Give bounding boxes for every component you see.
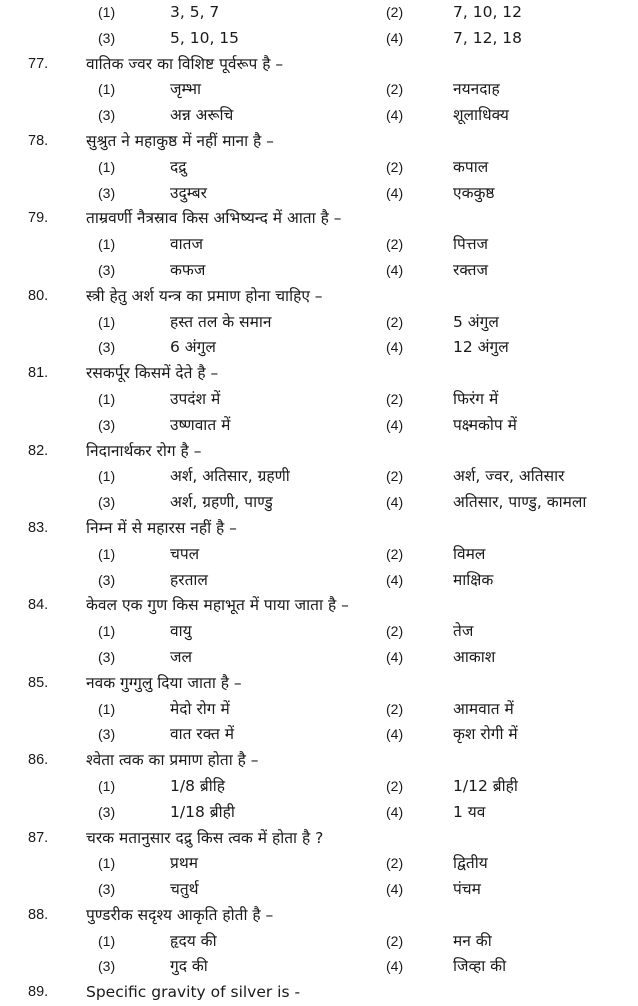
option-text: 3, 5, 7 <box>170 3 220 21</box>
option-text: शूलाधिक्य <box>453 106 509 125</box>
option-number: (4) <box>386 958 404 975</box>
question-line <box>0 284 638 310</box>
option-number: (1) <box>98 236 116 253</box>
option-number: (2) <box>386 4 404 20</box>
options-line <box>0 929 638 955</box>
option-text: हरताल <box>170 570 208 589</box>
option-number: (4) <box>386 726 404 743</box>
option-text: जिव्हा की <box>453 957 507 976</box>
options-line <box>0 413 638 439</box>
option-text: प्रथम <box>170 854 198 873</box>
question-text: ताम्रवर्णी नैत्रस्राव किस अभिष्यन्द में आता है – <box>86 209 342 228</box>
question-text: श्वेता त्वक का प्रमाण होता है – <box>86 751 259 770</box>
option-number: (2) <box>386 236 404 253</box>
option-number: (3) <box>98 184 116 201</box>
option-text: 1/8 ब्रीहि <box>170 776 225 795</box>
options-line <box>0 877 638 903</box>
option-number: (1) <box>98 468 116 485</box>
question-line <box>0 671 638 697</box>
options-line <box>0 258 638 284</box>
option-text: 1/12 ब्रीही <box>453 776 518 795</box>
question-line <box>0 826 638 852</box>
option-text: जल <box>170 647 193 666</box>
option-number: (1) <box>98 545 116 562</box>
option-text: रक्तज <box>453 260 488 279</box>
option-number: (1) <box>98 932 116 949</box>
option-text: कपाल <box>453 157 489 176</box>
options-line <box>0 542 638 568</box>
option-text: अर्श, ज्वर, अतिसार <box>453 467 565 486</box>
question-text: नवक गुग्गुलु दिया जाता है – <box>86 673 242 692</box>
option-text: 5 अंगुल <box>453 312 499 331</box>
option-text: तेज <box>453 622 474 641</box>
option-text: चतुर्थ <box>170 880 199 899</box>
option-text: नयनदाह <box>453 80 500 99</box>
question-text: वातिक ज्वर का विशिष्ट पूर्वरूप है – <box>86 54 284 73</box>
option-number: (2) <box>386 545 404 562</box>
option-number: (3) <box>98 726 116 743</box>
option-number: (1) <box>98 390 116 407</box>
option-number: (1) <box>98 623 116 640</box>
options-line <box>0 954 638 980</box>
option-text: अर्श, ग्रहणी, पाण्डु <box>170 493 273 512</box>
option-text: आकाश <box>453 647 496 666</box>
question-line <box>0 593 638 619</box>
option-text: 6 अंगुल <box>170 338 216 357</box>
option-number: (2) <box>386 700 404 717</box>
option-number: (2) <box>386 777 404 794</box>
option-number: (3) <box>98 339 116 356</box>
option-text: माक्षिक <box>453 570 494 589</box>
options-line <box>0 103 638 129</box>
option-number: (1) <box>98 700 116 717</box>
options-line <box>0 645 638 671</box>
question-line <box>0 129 638 155</box>
options-line <box>0 774 638 800</box>
option-text: गुद की <box>170 957 208 976</box>
question-number: 87. <box>28 829 49 846</box>
option-number: (1) <box>98 313 116 330</box>
question-line <box>0 903 638 929</box>
options-line <box>0 722 638 748</box>
options-line <box>0 568 638 594</box>
options-line <box>0 26 638 52</box>
option-number: (2) <box>386 158 404 175</box>
options-line <box>0 697 638 723</box>
option-text: 1 यव <box>453 802 486 821</box>
option-number: (2) <box>386 313 404 330</box>
option-text: कफज <box>170 260 206 279</box>
option-number: (2) <box>386 468 404 485</box>
option-text: द्वितीय <box>453 854 488 873</box>
option-text: मेदो रोग में <box>170 699 230 718</box>
option-number: (3) <box>98 261 116 278</box>
options-line <box>0 387 638 413</box>
option-number: (3) <box>98 494 116 511</box>
option-text: उपदंश में <box>170 389 221 408</box>
question-text: रसकर्पूर किसमें देते है – <box>86 364 219 383</box>
options-line <box>0 310 638 336</box>
question-line <box>0 980 638 1006</box>
option-number: (3) <box>98 571 116 588</box>
question-text: निम्न में से महारस नहीं है – <box>86 518 237 537</box>
option-number: (4) <box>386 416 404 433</box>
option-number: (1) <box>98 158 116 175</box>
option-number: (2) <box>386 932 404 949</box>
option-text: 5, 10, 15 <box>170 28 240 47</box>
question-number: 83. <box>28 519 49 536</box>
option-number: (2) <box>386 390 404 407</box>
question-number: 77. <box>28 55 49 72</box>
option-text: पंचम <box>453 880 481 899</box>
option-number: (3) <box>98 881 116 898</box>
question-number: 79. <box>28 210 49 227</box>
option-number: (1) <box>98 81 116 98</box>
option-text: एककुष्ठ <box>453 183 495 202</box>
option-text: उष्णवात में <box>170 415 231 434</box>
option-text: वातज <box>170 235 203 254</box>
option-number: (3) <box>98 416 116 433</box>
question-number: 78. <box>28 132 49 149</box>
question-text: स्त्री हेतु अर्श यन्त्र का प्रमाण होना चाहिए – <box>86 286 323 305</box>
question-line <box>0 206 638 232</box>
option-number: (3) <box>98 803 116 820</box>
options-line <box>0 490 638 516</box>
question-number: 81. <box>28 365 49 382</box>
options-line <box>0 0 638 26</box>
option-number: (2) <box>386 855 404 872</box>
options-line <box>0 335 638 361</box>
question-number: 84. <box>28 597 49 614</box>
option-text: वायु <box>170 622 192 641</box>
option-number: (3) <box>98 648 116 665</box>
option-number: (4) <box>386 29 404 46</box>
option-text: मन की <box>453 931 492 950</box>
option-text: अतिसार, पाण्डु, कामला <box>453 493 587 512</box>
option-number: (3) <box>98 29 116 46</box>
option-number: (2) <box>386 81 404 98</box>
option-number: (4) <box>386 107 404 124</box>
options-line <box>0 464 638 490</box>
option-text: उदुम्बर <box>170 183 207 202</box>
option-text: पित्तज <box>453 235 489 254</box>
option-text: हस्त तल के समान <box>170 312 272 331</box>
option-text: वात रक्त में <box>170 725 235 744</box>
option-text: विमल <box>453 544 486 563</box>
option-text: पक्ष्मकोप में <box>453 415 517 434</box>
options-line <box>0 851 638 877</box>
option-number: (4) <box>386 881 404 898</box>
option-text: हृदय की <box>170 931 217 950</box>
question-number: 86. <box>28 752 49 769</box>
option-text: अन्न अरूचि <box>170 106 234 125</box>
option-text: फिरंग में <box>453 389 499 408</box>
options-line <box>0 155 638 181</box>
option-number: (3) <box>98 107 116 124</box>
option-text: 12 अंगुल <box>453 338 509 357</box>
option-number: (1) <box>98 777 116 794</box>
option-number: (4) <box>386 339 404 356</box>
question-line <box>0 516 638 542</box>
question-number: 85. <box>28 674 49 691</box>
question-line <box>0 748 638 774</box>
option-number: (4) <box>386 184 404 201</box>
option-number: (4) <box>386 571 404 588</box>
question-text: चरक मतानुसार दद्रु किस त्वक में होता है ? <box>86 828 324 847</box>
question-text: Specific gravity of silver is - <box>86 983 301 1002</box>
question-line <box>0 361 638 387</box>
option-text: अर्श, अतिसार, ग्रहणी <box>170 467 290 486</box>
option-number: (4) <box>386 648 404 665</box>
question-number: 82. <box>28 442 49 459</box>
question-text: निदानार्थकर रोग है – <box>86 441 202 460</box>
option-number: (4) <box>386 494 404 511</box>
question-number: 80. <box>28 287 49 304</box>
option-text: दद्रु <box>170 157 187 176</box>
options-line <box>0 619 638 645</box>
option-number: (4) <box>386 261 404 278</box>
option-text: 7, 10, 12 <box>453 3 523 21</box>
option-number: (1) <box>98 4 116 20</box>
question-number: 89. <box>28 984 49 1001</box>
options-line <box>0 800 638 826</box>
question-line <box>0 439 638 465</box>
question-line <box>0 52 638 78</box>
option-text: आमवात में <box>453 699 514 718</box>
question-text: सुश्रुत ने महाकुष्ठ में नहीं माना है – <box>86 131 274 150</box>
option-text: चपल <box>170 544 200 563</box>
option-text: 1/18 ब्रीही <box>170 802 235 821</box>
options-line <box>0 232 638 258</box>
option-number: (3) <box>98 958 116 975</box>
question-number: 88. <box>28 906 49 923</box>
option-text: कृश रोगी में <box>453 725 518 744</box>
question-text: पुण्डरीक सदृश्य आकृति होती है – <box>86 905 274 924</box>
options-line <box>0 181 638 207</box>
question-text: केवल एक गुण किस महाभूत में पाया जाता है – <box>86 596 349 615</box>
option-text: जृम्भा <box>170 80 202 99</box>
option-number: (4) <box>386 803 404 820</box>
options-line <box>0 77 638 103</box>
option-number: (2) <box>386 623 404 640</box>
option-text: 7, 12, 18 <box>453 28 523 47</box>
option-number: (1) <box>98 855 116 872</box>
